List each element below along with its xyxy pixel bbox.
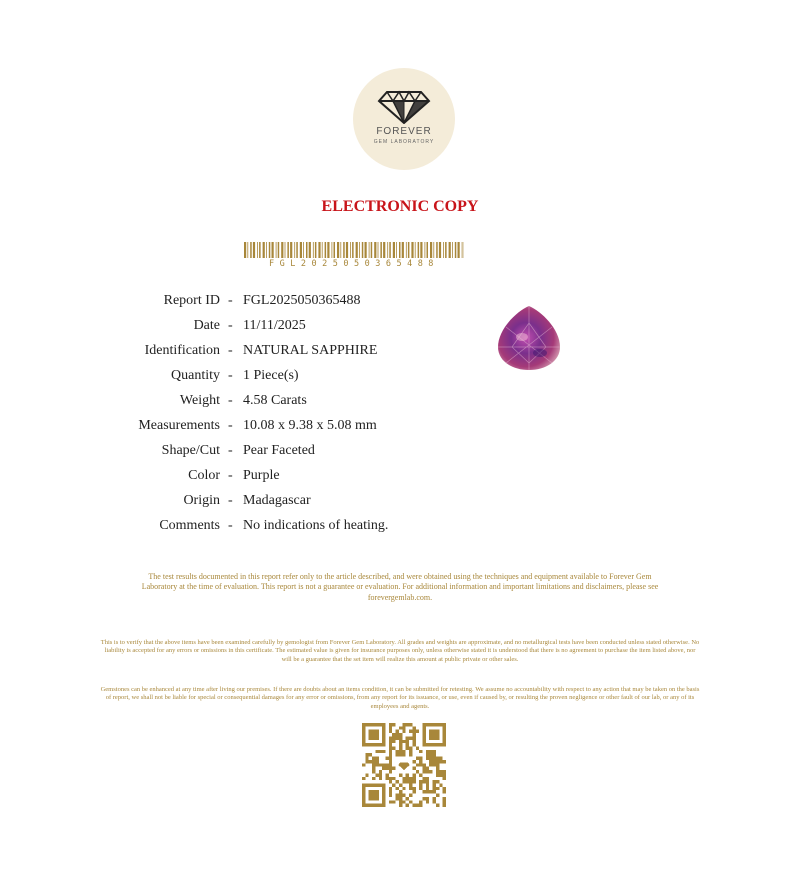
disclaimer-verification: This is to verify that the above items have been examined carefully by gemologist from Forever Gem Laboratory. All grades and weights are approximate, and no metallurgical tests have been conducted unless stated otherwise. No liability is accepted for any errors or omissions in this certificate. The estimated value is given for insurance purposes only, unless otherwise stated it is understood that there is no agreement to purchase the item listed above, nor will be a guarantee that the set item will realize this amount at public private or other sales.: [100, 639, 700, 663]
detail-separator: -: [228, 443, 233, 458]
detail-separator: -: [228, 343, 233, 358]
detail-row-date: [0, 318, 520, 343]
logo-sub-text: GEM LABORATORY: [373, 139, 435, 145]
gemstone-photo: [494, 303, 564, 373]
detail-row-weight: [0, 393, 520, 418]
detail-label: Weight: [179, 393, 220, 408]
detail-value: Pear Faceted: [243, 443, 315, 458]
detail-separator: -: [228, 318, 233, 333]
detail-label: Comments: [159, 518, 220, 533]
disclaimer-test-results: The test results documented in this report refer only to the article described, and were obtained using the techniques and equipment available to Forever Gem Laboratory at the time of evaluation. This report is not a guarantee or evaluation. For additional information and important limitations and disclaimers, please see forevergemlab.com.: [141, 572, 659, 602]
detail-value: 10.08 x 9.38 x 5.08 mm: [243, 418, 377, 433]
detail-separator: -: [228, 493, 233, 508]
detail-separator: -: [228, 368, 233, 383]
lab-logo: [353, 68, 455, 170]
detail-row-report-id: [0, 293, 520, 318]
detail-row-quantity: [0, 368, 520, 393]
detail-label: Quantity: [171, 368, 220, 383]
detail-value: Purple: [243, 468, 280, 483]
detail-label: Identification: [144, 343, 220, 358]
detail-row-shape-cut: [0, 443, 520, 468]
detail-label: Color: [188, 468, 220, 483]
detail-label: Origin: [183, 493, 220, 508]
diamond-icon: [377, 90, 431, 124]
detail-separator: -: [228, 518, 233, 533]
detail-label: Shape/Cut: [161, 443, 220, 458]
detail-value: 4.58 Carats: [243, 393, 307, 408]
detail-label: Measurements: [138, 418, 220, 433]
detail-row-measurements: [0, 418, 520, 443]
detail-label: Date: [193, 318, 220, 333]
detail-separator: -: [228, 418, 233, 433]
detail-value: NATURAL SAPPHIRE: [243, 343, 378, 358]
logo-brand-text: FOREVER: [376, 126, 432, 137]
detail-value: 1 Piece(s): [243, 368, 299, 383]
detail-row-color: [0, 468, 520, 493]
detail-label: Report ID: [163, 293, 220, 308]
qr-code: [362, 723, 446, 807]
detail-value: No indications of heating.: [243, 518, 389, 533]
barcode-text: FGL2025050365488: [269, 259, 439, 269]
detail-separator: -: [228, 393, 233, 408]
electronic-copy-banner: ELECTRONIC COPY: [321, 198, 479, 215]
detail-value: Madagascar: [243, 493, 311, 508]
detail-row-identification: [0, 343, 520, 368]
detail-separator: -: [228, 468, 233, 483]
detail-separator: -: [228, 293, 233, 308]
disclaimer-enhancement: Gemstones can be enhanced at any time after living our premises. If there are doubts about an items condition, it can be submitted for retesting. We assume no accountability with respect to any action that may be taken on the basis of report, we shall not be liable for special or consequential damages for any error or omissions, from any report for its issuance, or use, even if caused by, or resulting the proven negligence or other fault of our lab, or any of its employees and agents.: [100, 686, 700, 710]
detail-value: FGL2025050365488: [243, 293, 361, 308]
detail-value: 11/11/2025: [243, 318, 306, 333]
barcode: [244, 242, 464, 258]
detail-row-comments: [0, 518, 520, 543]
detail-row-origin: [0, 493, 520, 518]
